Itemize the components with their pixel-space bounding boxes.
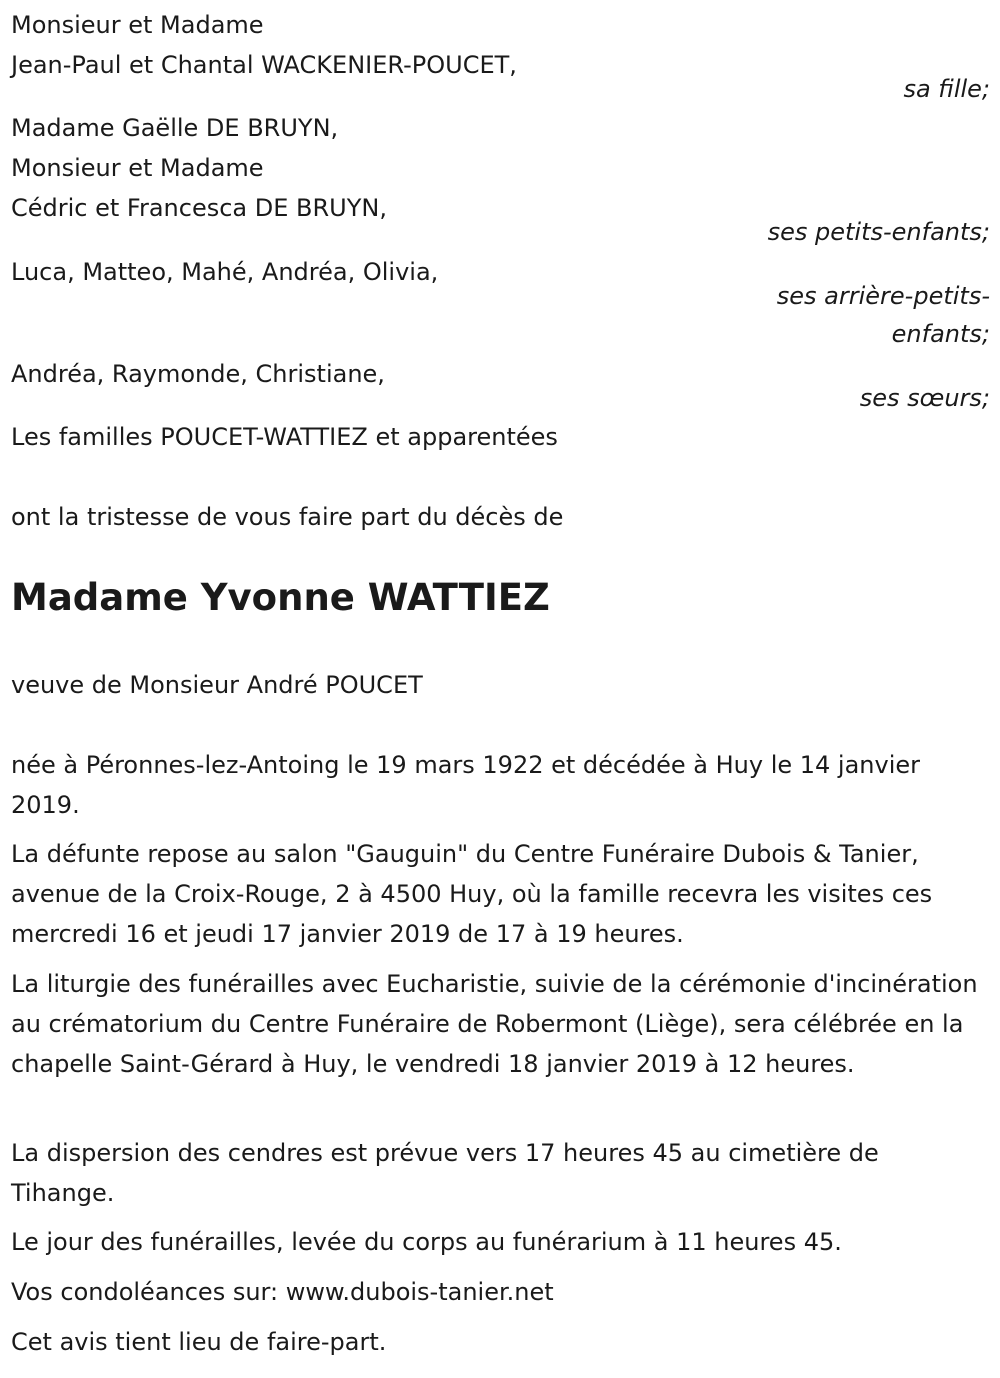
closing-paragraph: Cet avis tient lieu de faire-part. [11,1328,387,1356]
funeral-day-paragraph: Le jour des funérailles, levée du corps au funérarium à 11 heures 45. [11,1228,842,1256]
family-line: Jean-Paul et Chantal WACKENIER-POUCET, [11,51,517,79]
family-line: Luca, Matteo, Mahé, Andréa, Olivia, [11,258,439,286]
relation-label: ses sœurs; [859,384,990,412]
relation-label: ses arrière-petits- [776,282,990,310]
relation-label: ses petits-enfants; [767,218,990,246]
viewing-paragraph: La défunte repose au salon "Gauguin" du Centre Funéraire Dubois & Tanier, avenue de la Croix-Rouge, 2 à 4500 Huy, où la famille recevra les visites ces mercredi 16 et jeudi 17 janvier 2019 de 17 à 19 heures. [11,840,933,948]
family-line: Cédric et Francesca DE BRUYN, [11,194,387,222]
family-line: Les familles POUCET-WATTIEZ et apparentées [11,423,558,451]
family-line: Monsieur et Madame [11,154,264,182]
relation-label: sa fille; [903,75,990,103]
ceremony-paragraph: La liturgie des funérailles avec Eucharistie, suivie de la cérémonie d'incinération au crématorium du Centre Funéraire de Robermont (Liège), sera célébrée en la chapelle Saint-Gérard à Huy, le vendredi 18 janvier 2019 à 12 heures. [11,970,978,1078]
family-line: Andréa, Raymonde, Christiane, [11,360,385,388]
deceased-name: Madame Yvonne WATTIEZ [11,576,550,619]
widow-of-text: veuve de Monsieur André POUCET [11,671,423,699]
announcement-text: ont la tristesse de vous faire part du décès de [11,503,564,531]
family-line: Madame Gaëlle DE BRUYN, [11,114,339,142]
ashes-paragraph: La dispersion des cendres est prévue vers 17 heures 45 au cimetière de Tihange. [11,1139,879,1207]
relation-label: enfants; [891,320,990,348]
condolences-paragraph: Vos condoléances sur: www.dubois-tanier.net [11,1278,554,1306]
birth-death-paragraph: née à Péronnes-lez-Antoing le 19 mars 1922 et décédée à Huy le 14 janvier 2019. [11,751,921,819]
family-line: Monsieur et Madame [11,11,264,39]
